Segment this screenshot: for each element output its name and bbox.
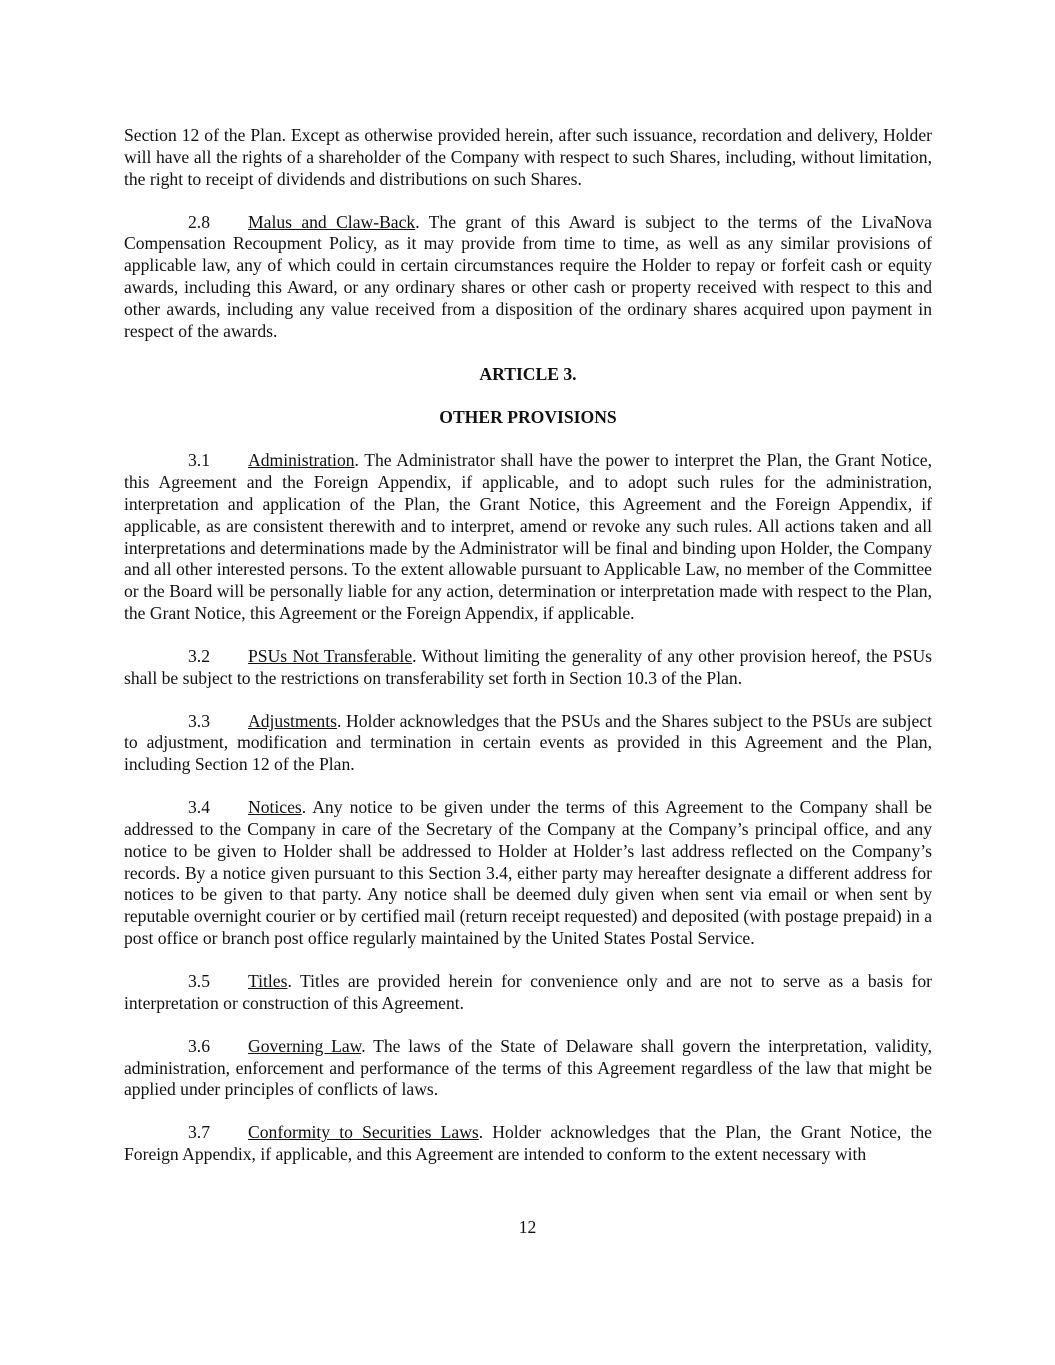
- section-title: Titles: [248, 971, 288, 992]
- section-3-4: [124, 797, 932, 950]
- section-2-8: [124, 212, 932, 343]
- section-text: . Titles are provided herein for convenience only and are not to serve as a basis for interpretation or construction of this Agreement.: [124, 971, 932, 1013]
- continuation-paragraph: Section 12 of the Plan. Except as otherwise provided herein, after such issuance, recordation and delivery, Holder will have all the rights of a shareholder of the Company with respect to such Shares, including, without limitation, the right to receipt of dividends and distributions on such Shares.: [124, 125, 932, 189]
- section-title: Administration: [248, 450, 355, 471]
- section-title: Malus and Claw-Back: [248, 211, 416, 232]
- section-3-6: [124, 1036, 932, 1101]
- section-number: 3.5: [188, 971, 210, 992]
- section-number: 3.2: [188, 645, 210, 666]
- document-page: [124, 125, 932, 1187]
- section-title: PSUs Not Transferable: [248, 645, 413, 666]
- section-number: 3.3: [188, 710, 210, 731]
- section-3-3: [124, 711, 932, 776]
- section-3-7: [124, 1122, 932, 1166]
- section-title: Adjustments: [248, 710, 337, 731]
- section-text: . Holder acknowledges that the PSUs and the Shares subject to the PSUs are subject to adjustment, modification and termination in certain events as provided in this Agreement and the Plan, including Section 12 of the Plan.: [124, 710, 932, 775]
- section-text: . Without limiting the generality of any other provision hereof, the PSUs shall be subject to the restrictions on transferability set forth in Section 10.3 of the Plan.: [124, 645, 933, 688]
- article-title: OTHER PROVISIONS: [439, 406, 617, 427]
- section-number: 3.4: [188, 797, 210, 818]
- section-text: . The Administrator shall have the power to interpret the Plan, the Grant Notice, this Agreement and the Foreign Appendix, if applicable, and to adopt such rules for the administration, interpretation and application of the Plan, the Grant Notice, this Agreement and the Foreign Appendix, if applicable, as are consistent therewith and to interpret, amend or revoke any such rules. All actions taken and all interpretations and determinations made by the Administrator will be final and binding upon Holder, the Company and all other interested persons. To the extent allowable pursuant to Applicable Law, no member of the Committee or the Board will be personally liable for any action, determination or interpretation made with respect to the Plan, the Grant Notice, this Agreement or the Foreign Appendix, if applicable.: [124, 450, 932, 623]
- section-3-2: [124, 646, 932, 690]
- section-text: . Holder acknowledges that the Plan, the Grant Notice, the Foreign Appendix, if applicable, and this Agreement are intended to conform to the extent necessary with: [124, 1122, 932, 1165]
- section-number: 2.8: [188, 211, 210, 232]
- section-3-5: [124, 971, 932, 1015]
- section-3-1: [124, 450, 932, 624]
- section-text: . Any notice to be given under the terms of this Agreement to the Company shall be addressed to the Company in care of the Secretary of the Company at the Company’s principal office, and any notice to be given to Holder shall be addressed to Holder at Holder’s last address reflected on the Company’s records. By a notice given pursuant to this Section 3.4, either party may hereafter designate a different address for notices to be given to that party. Any notice shall be deemed duly given when sent via email or when sent by reputable overnight courier or by certified mail (return receipt requested) and deposited (with postage prepaid) in a post office or branch post office regularly maintained by the United States Postal Service.: [124, 797, 933, 949]
- page-number: 12: [518, 1217, 537, 1237]
- section-title: Governing Law: [248, 1035, 362, 1056]
- article-label: ARTICLE 3.: [479, 363, 577, 384]
- section-number: 3.1: [188, 450, 210, 471]
- section-text: . The laws of the State of Delaware shall govern the interpretation, validity, administration, enforcement and performance of the terms of this Agreement regardless of the law that might be applied under principles of conflicts of laws.: [124, 1035, 932, 1100]
- section-number: 3.6: [188, 1035, 210, 1056]
- section-title: Conformity to Securities Laws: [248, 1122, 479, 1143]
- section-number: 3.7: [188, 1122, 210, 1143]
- section-text: . The grant of this Award is subject to the terms of the LivaNova Compensation Recoupment Policy, as it may provide from time to time, as well as any similar provisions of applicable law, any of which could in certain circumstances require the Holder to repay or forfeit cash or equity awards, including this Award, or any ordinary shares or other cash or property received with respect to this and other awards, including any value received from a disposition of the ordinary shares acquired upon payment in respect of the awards.: [124, 211, 932, 341]
- section-title: Notices: [248, 797, 302, 818]
